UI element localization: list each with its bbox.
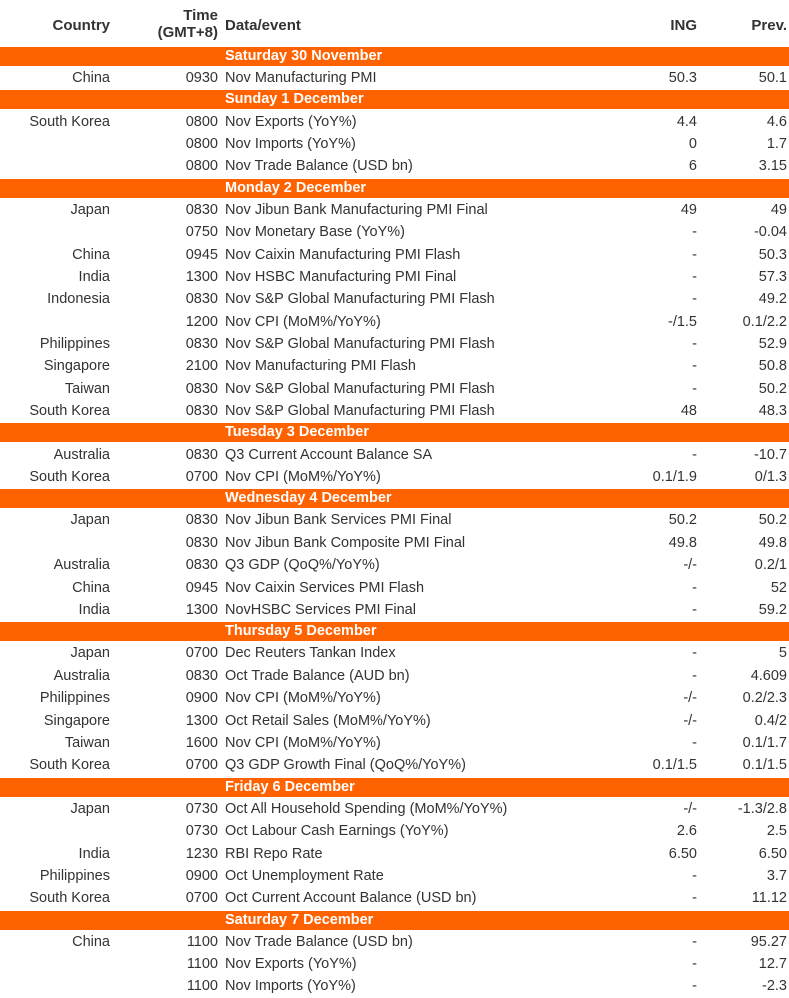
row-ing-value: - bbox=[692, 890, 697, 907]
row-prev-value: 0.1/1.7 bbox=[742, 734, 787, 751]
row-prev-value: 0.4/2 bbox=[754, 712, 787, 729]
row-prev-value: 49.8 bbox=[758, 534, 787, 551]
row-country: South Korea bbox=[29, 890, 110, 907]
table-row bbox=[0, 842, 789, 864]
table-row bbox=[0, 311, 789, 333]
row-ing-value: 49.8 bbox=[668, 534, 697, 551]
row-prev-value: 59.2 bbox=[758, 602, 787, 618]
row-event: Q3 GDP Growth Final (QoQ%/YoY%) bbox=[225, 757, 466, 774]
row-ing-value: 6.50 bbox=[668, 845, 697, 862]
row-ing-value: -/- bbox=[683, 712, 697, 729]
row-country: Taiwan bbox=[64, 734, 110, 751]
row-prev-value: 49 bbox=[770, 201, 787, 218]
row-country: Singapore bbox=[43, 358, 110, 375]
day-banner bbox=[0, 489, 789, 508]
table-row bbox=[0, 333, 789, 355]
table-body bbox=[0, 47, 789, 998]
row-ing-value: - bbox=[692, 224, 697, 241]
row-ing-value: - bbox=[692, 246, 697, 263]
row-time: 1300 bbox=[185, 602, 218, 618]
table-row bbox=[0, 243, 789, 265]
row-event: Nov S&P Global Manufacturing PMI Flash bbox=[225, 336, 495, 353]
table-row bbox=[0, 400, 789, 422]
row-event: Nov S&P Global Manufacturing PMI Flash bbox=[225, 380, 495, 397]
row-event: Q3 GDP (QoQ%/YoY%) bbox=[225, 557, 380, 574]
column-header-country: Country bbox=[52, 16, 110, 34]
table-row bbox=[0, 199, 789, 221]
day-section bbox=[0, 778, 789, 910]
day-rows bbox=[0, 199, 789, 423]
row-prev-value: -1.3/2.8 bbox=[737, 800, 787, 817]
row-country: China bbox=[72, 70, 110, 87]
table-row bbox=[0, 732, 789, 754]
row-prev-value: 0/1.3 bbox=[754, 469, 787, 486]
day-rows bbox=[0, 798, 789, 910]
row-ing-value: 48 bbox=[680, 403, 697, 420]
row-time: 0750 bbox=[185, 224, 218, 241]
table-row bbox=[0, 378, 789, 400]
row-country: South Korea bbox=[29, 469, 110, 486]
row-prev-value: 52 bbox=[770, 579, 787, 596]
row-time: 1200 bbox=[185, 313, 218, 330]
row-ing-value: 49 bbox=[680, 201, 697, 218]
row-prev-value: 11.12 bbox=[751, 890, 787, 907]
row-event: RBI Repo Rate bbox=[225, 845, 323, 862]
day-section bbox=[0, 622, 789, 776]
day-banner-label: Friday 6 December bbox=[225, 778, 355, 795]
row-time: 0945 bbox=[185, 246, 218, 263]
row-ing-value: - bbox=[692, 734, 697, 751]
row-ing-value: - bbox=[692, 268, 697, 285]
row-time: 1300 bbox=[185, 268, 218, 285]
day-banner-label: Tuesday 3 December bbox=[225, 424, 369, 441]
row-country: Philippines bbox=[39, 690, 110, 707]
row-country: Japan bbox=[70, 800, 110, 817]
day-banner-label: Wednesday 4 December bbox=[225, 490, 392, 507]
row-ing-value: -/- bbox=[683, 557, 697, 574]
row-time: 0830 bbox=[185, 336, 218, 353]
column-header-event: Data/event bbox=[225, 16, 301, 34]
day-section bbox=[0, 423, 789, 488]
row-prev-value: 52.9 bbox=[758, 336, 787, 353]
row-prev-value: 1.7 bbox=[766, 135, 787, 152]
column-header-time-line2: (GMT+8) bbox=[157, 24, 218, 41]
day-rows bbox=[0, 642, 789, 776]
row-time: 0830 bbox=[185, 201, 218, 218]
row-prev-value: -2.3 bbox=[762, 978, 787, 995]
table-row bbox=[0, 642, 789, 664]
row-event: Nov Monetary Base (YoY%) bbox=[225, 224, 405, 241]
row-time: 0830 bbox=[185, 403, 218, 420]
table-row bbox=[0, 266, 789, 288]
row-time: 0830 bbox=[185, 380, 218, 397]
row-country: Australia bbox=[53, 667, 110, 684]
row-ing-value: 0 bbox=[688, 135, 697, 152]
day-banner-label: Sunday 1 December bbox=[225, 91, 364, 108]
table-row bbox=[0, 155, 789, 177]
row-prev-value: 5 bbox=[778, 645, 787, 662]
row-event: Q3 Current Account Balance SA bbox=[225, 446, 433, 463]
row-time: 0830 bbox=[185, 446, 218, 463]
row-prev-value: 57.3 bbox=[758, 268, 787, 285]
row-prev-value: 0.2/1 bbox=[754, 557, 787, 574]
row-ing-value: - bbox=[692, 602, 697, 618]
row-time: 1230 bbox=[185, 845, 218, 862]
day-rows bbox=[0, 443, 789, 488]
row-time: 0800 bbox=[185, 135, 218, 152]
row-event: NovHSBC Services PMI Final bbox=[225, 602, 416, 618]
table-row bbox=[0, 532, 789, 554]
day-banner bbox=[0, 911, 789, 930]
row-event: Nov HSBC Manufacturing PMI Final bbox=[225, 268, 457, 285]
day-section bbox=[0, 489, 789, 621]
row-event: Nov CPI (MoM%/YoY%) bbox=[225, 690, 381, 707]
row-time: 0700 bbox=[185, 645, 218, 662]
day-rows bbox=[0, 67, 789, 89]
table-row bbox=[0, 820, 789, 842]
row-event: Nov Caixin Manufacturing PMI Flash bbox=[225, 246, 461, 263]
row-ing-value: - bbox=[692, 291, 697, 308]
table-row bbox=[0, 931, 789, 953]
row-prev-value: 0.1/1.5 bbox=[742, 757, 787, 774]
row-time: 0700 bbox=[185, 890, 218, 907]
row-event: Nov Trade Balance (USD bn) bbox=[225, 158, 413, 175]
row-event: Nov CPI (MoM%/YoY%) bbox=[225, 313, 381, 330]
row-time: 1100 bbox=[186, 956, 218, 973]
row-country: Australia bbox=[53, 446, 110, 463]
row-prev-value: 0.2/2.3 bbox=[742, 690, 787, 707]
table-row bbox=[0, 576, 789, 598]
row-time: 1300 bbox=[185, 712, 218, 729]
day-section bbox=[0, 179, 789, 423]
table-row bbox=[0, 133, 789, 155]
row-ing-value: -/- bbox=[683, 800, 697, 817]
row-country: Singapore bbox=[43, 712, 110, 729]
table-row bbox=[0, 865, 789, 887]
table-row bbox=[0, 443, 789, 465]
row-country: India bbox=[78, 602, 110, 618]
table-row bbox=[0, 466, 789, 488]
row-prev-value: 95.27 bbox=[750, 933, 787, 950]
table-row bbox=[0, 953, 789, 975]
row-event: Dec Reuters Tankan Index bbox=[225, 645, 396, 662]
row-event: Nov Exports (YoY%) bbox=[225, 113, 357, 130]
row-event: Nov Jibun Bank Composite PMI Final bbox=[225, 534, 466, 551]
row-event: Oct Unemployment Rate bbox=[225, 867, 384, 884]
row-time: 0800 bbox=[185, 158, 218, 175]
day-section bbox=[0, 47, 789, 89]
row-prev-value: 48.3 bbox=[758, 403, 787, 420]
row-event: Nov CPI (MoM%/YoY%) bbox=[225, 734, 381, 751]
row-country: India bbox=[78, 845, 110, 862]
row-prev-value: 4.609 bbox=[750, 667, 787, 684]
row-prev-value: 12.7 bbox=[758, 956, 787, 973]
row-ing-value: 50.2 bbox=[668, 512, 697, 529]
row-ing-value: - bbox=[692, 446, 697, 463]
row-prev-value: -0.04 bbox=[753, 224, 787, 241]
column-header-time bbox=[112, 8, 218, 42]
row-prev-value: 0.1/2.2 bbox=[742, 313, 787, 330]
table-row bbox=[0, 887, 789, 909]
row-ing-value: - bbox=[692, 867, 697, 884]
row-time: 2100 bbox=[185, 358, 218, 375]
row-time: 0730 bbox=[185, 823, 218, 840]
row-prev-value: 50.8 bbox=[758, 358, 787, 375]
row-time: 1600 bbox=[185, 734, 218, 751]
row-prev-value: 3.15 bbox=[758, 158, 787, 175]
row-country: Indonesia bbox=[47, 291, 110, 308]
row-event: Nov Caixin Services PMI Flash bbox=[225, 579, 425, 596]
row-country: Taiwan bbox=[64, 380, 110, 397]
row-country: India bbox=[78, 268, 110, 285]
row-event: Nov Jibun Bank Manufacturing PMI Final bbox=[225, 201, 488, 218]
row-time: 0830 bbox=[185, 534, 218, 551]
row-time: 0830 bbox=[185, 667, 218, 684]
row-ing-value: -/1.5 bbox=[667, 313, 697, 330]
column-header-time-line1: Time bbox=[183, 8, 218, 25]
row-ing-value: 0.1/1.5 bbox=[652, 757, 697, 774]
row-event: Nov Imports (YoY%) bbox=[225, 135, 356, 152]
day-section bbox=[0, 911, 789, 998]
table-row bbox=[0, 665, 789, 687]
table-row bbox=[0, 754, 789, 776]
day-rows bbox=[0, 509, 789, 621]
column-header-ing: ING bbox=[670, 16, 697, 34]
row-event: Nov S&P Global Manufacturing PMI Flash bbox=[225, 291, 495, 308]
row-time: 0830 bbox=[185, 557, 218, 574]
table-header-row bbox=[0, 4, 789, 46]
row-ing-value: 6 bbox=[688, 158, 697, 175]
row-ing-value: - bbox=[692, 336, 697, 353]
row-time: 0700 bbox=[185, 469, 218, 486]
row-country: Australia bbox=[53, 557, 110, 574]
row-time: 0945 bbox=[185, 579, 218, 596]
row-event: Nov Manufacturing PMI Flash bbox=[225, 358, 416, 375]
row-country: China bbox=[72, 246, 110, 263]
row-event: Oct Trade Balance (AUD bn) bbox=[225, 667, 410, 684]
row-time: 0900 bbox=[185, 690, 218, 707]
row-country: Philippines bbox=[39, 867, 110, 884]
table-row bbox=[0, 221, 789, 243]
row-ing-value: - bbox=[692, 933, 697, 950]
row-prev-value: 50.2 bbox=[758, 512, 787, 529]
row-event: Oct Retail Sales (MoM%/YoY%) bbox=[225, 712, 431, 729]
row-ing-value: - bbox=[692, 579, 697, 596]
row-event: Nov Jibun Bank Services PMI Final bbox=[225, 512, 452, 529]
day-banner bbox=[0, 47, 789, 66]
row-prev-value: 49.2 bbox=[758, 291, 787, 308]
table-row bbox=[0, 975, 789, 997]
row-time: 0830 bbox=[185, 291, 218, 308]
row-ing-value: - bbox=[692, 978, 697, 995]
row-time: 1100 bbox=[186, 933, 218, 950]
table-row bbox=[0, 554, 789, 576]
row-ing-value: - bbox=[692, 645, 697, 662]
table-row bbox=[0, 798, 789, 820]
row-country: Japan bbox=[70, 201, 110, 218]
row-country: China bbox=[72, 933, 110, 950]
day-banner-label: Saturday 30 November bbox=[225, 48, 383, 64]
row-event: Nov CPI (MoM%/YoY%) bbox=[225, 469, 381, 486]
day-banner bbox=[0, 179, 789, 198]
table-row bbox=[0, 687, 789, 709]
day-banner-label: Thursday 5 December bbox=[225, 623, 377, 640]
row-ing-value: - bbox=[692, 358, 697, 375]
row-ing-value: 0.1/1.9 bbox=[652, 469, 697, 486]
row-ing-value: 50.3 bbox=[668, 70, 697, 87]
day-section bbox=[0, 90, 789, 177]
row-event: Nov Exports (YoY%) bbox=[225, 956, 357, 973]
row-country: Japan bbox=[70, 512, 110, 529]
row-event: Oct Labour Cash Earnings (YoY%) bbox=[225, 823, 449, 840]
row-ing-value: 2.6 bbox=[676, 823, 697, 840]
row-ing-value: 4.4 bbox=[676, 113, 697, 130]
table-row bbox=[0, 67, 789, 89]
row-prev-value: 6.50 bbox=[758, 845, 787, 862]
table-row bbox=[0, 509, 789, 531]
row-country: Japan bbox=[70, 645, 110, 662]
row-country: South Korea bbox=[29, 113, 110, 130]
row-time: 0900 bbox=[185, 867, 218, 884]
row-time: 1100 bbox=[186, 978, 218, 995]
row-ing-value: -/- bbox=[683, 690, 697, 707]
table-row bbox=[0, 599, 789, 621]
day-banner bbox=[0, 622, 789, 641]
row-time: 0730 bbox=[185, 800, 218, 817]
row-prev-value: 3.7 bbox=[766, 867, 787, 884]
row-ing-value: - bbox=[692, 956, 697, 973]
day-banner bbox=[0, 90, 789, 109]
row-time: 0700 bbox=[185, 757, 218, 774]
day-rows bbox=[0, 931, 789, 998]
table-row bbox=[0, 288, 789, 310]
table-row bbox=[0, 355, 789, 377]
row-event: Oct Current Account Balance (USD bn) bbox=[225, 890, 477, 907]
row-event: Nov Imports (YoY%) bbox=[225, 978, 356, 995]
row-country: South Korea bbox=[29, 757, 110, 774]
row-country: South Korea bbox=[29, 403, 110, 420]
column-header-prev: Prev. bbox=[751, 16, 787, 34]
day-banner-label: Monday 2 December bbox=[225, 179, 367, 196]
row-time: 0800 bbox=[185, 113, 218, 130]
table-row bbox=[0, 110, 789, 132]
row-ing-value: - bbox=[692, 667, 697, 684]
day-banner bbox=[0, 778, 789, 797]
row-time: 0930 bbox=[185, 70, 218, 87]
row-time: 0830 bbox=[185, 512, 218, 529]
day-banner bbox=[0, 423, 789, 442]
row-prev-value: 2.5 bbox=[766, 823, 787, 840]
row-prev-value: 50.1 bbox=[758, 70, 787, 87]
day-rows bbox=[0, 110, 789, 177]
table-row bbox=[0, 709, 789, 731]
row-prev-value: 50.2 bbox=[758, 380, 787, 397]
day-banner-label: Saturday 7 December bbox=[225, 911, 374, 928]
row-event: Nov S&P Global Manufacturing PMI Flash bbox=[225, 403, 495, 420]
row-prev-value: 4.6 bbox=[766, 113, 787, 130]
row-prev-value: -10.7 bbox=[753, 446, 787, 463]
row-event: Nov Manufacturing PMI bbox=[225, 70, 377, 87]
row-event: Nov Trade Balance (USD bn) bbox=[225, 933, 413, 950]
row-country: China bbox=[72, 579, 110, 596]
row-event: Oct All Household Spending (MoM%/YoY%) bbox=[225, 800, 508, 817]
row-ing-value: - bbox=[692, 380, 697, 397]
row-prev-value: 50.3 bbox=[758, 246, 787, 263]
row-country: Philippines bbox=[39, 336, 110, 353]
